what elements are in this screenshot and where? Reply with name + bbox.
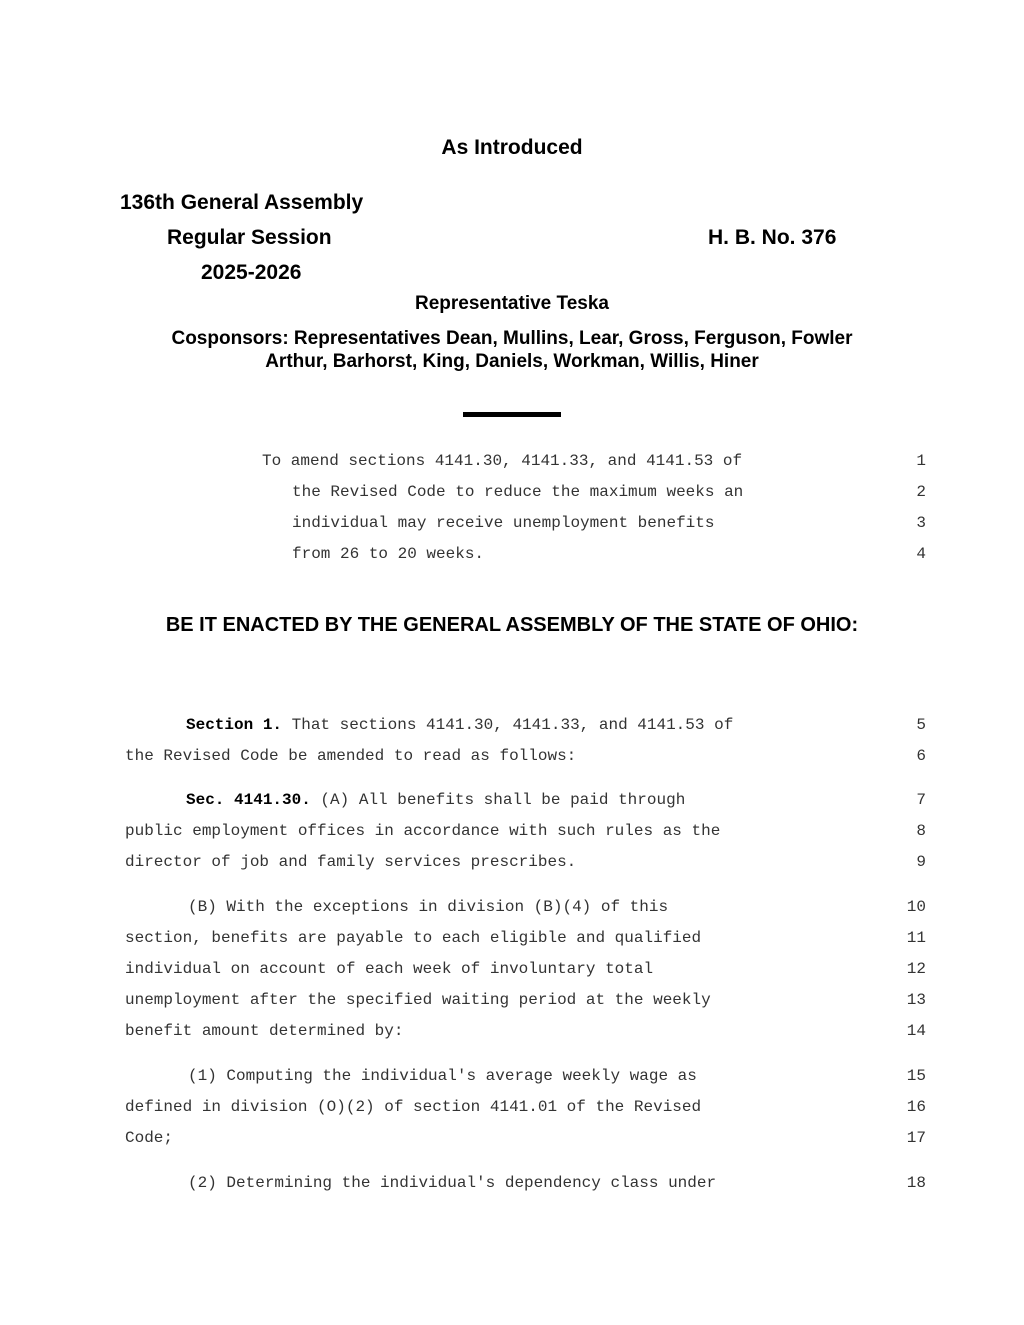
bill-number: H. B. No. 376 xyxy=(708,226,837,249)
title-line: the Revised Code to reduce the maximum weeks an xyxy=(292,483,744,501)
line-number: 10 xyxy=(906,898,926,916)
line-number: 14 xyxy=(906,1022,926,1040)
separator-rule xyxy=(463,412,561,417)
line-number: 12 xyxy=(906,960,926,978)
cosponsors-line-1: Cosponsors: Representatives Dean, Mullins, Lear, Gross, Ferguson, Fowler xyxy=(171,328,853,349)
body-line: Code; xyxy=(125,1129,174,1147)
sec-4141-30-text: (A) All benefits shall be paid through xyxy=(310,791,686,809)
enacting-clause: BE IT ENACTED BY THE GENERAL ASSEMBLY OF THE STATE OF OHIO: xyxy=(165,614,859,636)
bill-status: As Introduced xyxy=(441,136,583,159)
section-1-label: Section 1. xyxy=(186,716,283,734)
line-number: 8 xyxy=(916,822,926,840)
section-1-text: That sections 4141.30, 4141.33, and 4141.53 of xyxy=(282,716,734,734)
body-line: the Revised Code be amended to read as follows: xyxy=(125,747,577,765)
body-line: section, benefits are payable to each eligible and qualified xyxy=(125,929,702,947)
body-line: (2) Determining the individual's dependency class under xyxy=(188,1174,717,1192)
line-number: 3 xyxy=(916,514,926,532)
line-number: 2 xyxy=(916,483,926,501)
sec-4141-30-label: Sec. 4141.30. xyxy=(186,791,311,809)
line-number: 7 xyxy=(916,791,926,809)
sec-4141-30-line xyxy=(186,791,685,809)
general-assembly: 136th General Assembly xyxy=(120,191,364,214)
line-number: 17 xyxy=(906,1129,926,1147)
body-line: (B) With the exceptions in division (B)(4) of this xyxy=(188,898,669,916)
session-years: 2025-2026 xyxy=(201,261,302,284)
line-number: 11 xyxy=(906,929,926,947)
body-line: public employment offices in accordance with such rules as the xyxy=(125,822,721,840)
title-line: from 26 to 20 weeks. xyxy=(292,545,485,563)
line-number: 9 xyxy=(916,853,926,871)
line-number: 16 xyxy=(906,1098,926,1116)
line-number: 18 xyxy=(906,1174,926,1192)
line-number: 5 xyxy=(916,716,926,734)
line-number: 13 xyxy=(906,991,926,1009)
body-line: defined in division (O)(2) of section 4141.01 of the Revised xyxy=(125,1098,702,1116)
body-line: unemployment after the specified waiting period at the weekly xyxy=(125,991,711,1009)
sponsor: Representative Teska xyxy=(415,293,609,314)
title-line: To amend sections 4141.30, 4141.33, and 4141.53 of xyxy=(262,452,743,470)
title-line: individual may receive unemployment benefits xyxy=(292,514,715,532)
body-line: director of job and family services prescribes. xyxy=(125,853,577,871)
line-number: 6 xyxy=(916,747,926,765)
regular-session: Regular Session xyxy=(167,226,332,249)
body-line: benefit amount determined by: xyxy=(125,1022,404,1040)
cosponsors-line-2: Arthur, Barhorst, King, Daniels, Workman, Willis, Hiner xyxy=(265,351,759,372)
line-number: 4 xyxy=(916,545,926,563)
line-number: 1 xyxy=(916,452,926,470)
line-number: 15 xyxy=(906,1067,926,1085)
body-line: individual on account of each week of involuntary total xyxy=(125,960,654,978)
section-1-line xyxy=(186,716,733,734)
body-line: (1) Computing the individual's average weekly wage as xyxy=(188,1067,697,1085)
